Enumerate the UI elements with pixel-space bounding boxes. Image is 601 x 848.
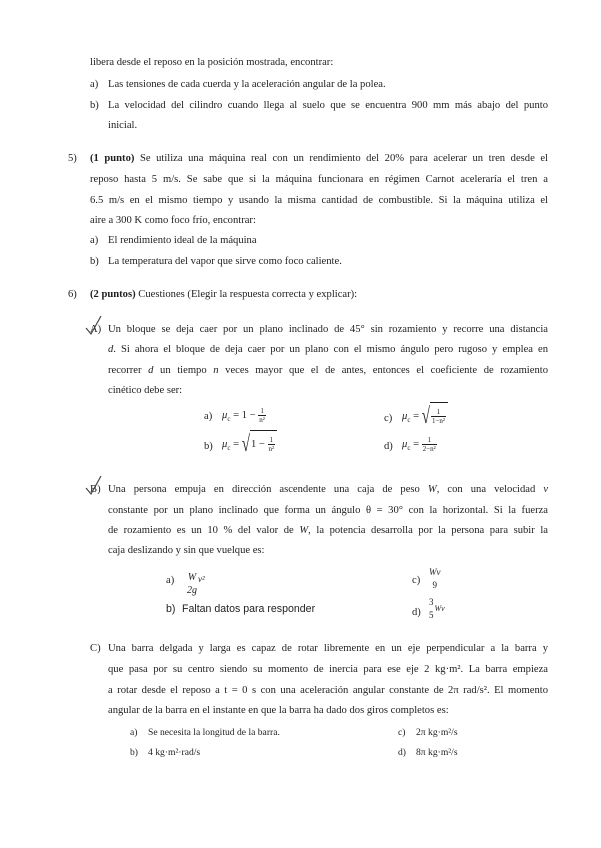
mu-sub: c: [407, 416, 411, 425]
fraction: [258, 407, 266, 424]
q6-C-line3: a rotar desde el reposo a t = 0 s con una aceleración angular constante de 2π rad/s². El momento: [108, 685, 548, 696]
v-squared: v²: [198, 574, 205, 584]
fraction: [268, 436, 276, 453]
q6-A-opt-d-label: d): [384, 441, 393, 452]
q5-a-text: El rendimiento ideal de la máquina: [108, 235, 257, 246]
radicand: [250, 430, 277, 459]
equals: =: [230, 410, 242, 421]
Wv: Wv: [434, 604, 445, 613]
mu-sub: c: [227, 444, 231, 453]
q6-B-label: B): [90, 484, 101, 495]
q6-C-opt-c-label: c): [398, 727, 406, 738]
one: 1: [250, 439, 257, 450]
q6-A-line3-a: recorrer: [108, 365, 149, 376]
var-v: v: [543, 484, 549, 495]
one: 1: [241, 410, 248, 421]
q6-B-opt-c-formula: [428, 562, 442, 596]
q6-title: [90, 288, 357, 302]
q6-A-opt-b-formula: [222, 430, 277, 462]
denominator: 9: [432, 579, 437, 590]
var-W: W: [427, 484, 437, 495]
q6-C-opt-a-label: a): [130, 727, 138, 738]
fraction: [186, 571, 198, 597]
q6-title-text: Cuestiones (Elegir la respuesta correcta y explicar):: [135, 289, 358, 300]
intro-b-text-line2: inicial.: [108, 120, 138, 131]
denominator: n²: [268, 445, 275, 454]
fraction: [431, 408, 446, 425]
minus: −: [247, 410, 259, 421]
var-W: W: [299, 525, 309, 536]
q6-B-opt-a-label: a): [166, 575, 175, 586]
q6-number: 6): [68, 289, 77, 300]
q5-line3: 6.5 m/s en el mismo tiempo y usando la misma cantidad de combustible. Si la máquina utiliza el: [90, 195, 548, 206]
radicand: [430, 402, 448, 431]
q6-B-line2: constante por un plano inclinado que forma un ángulo θ = 30° con la horizontal. Si la fuerza: [108, 505, 548, 516]
q6-B-line4: caja deslizando y sin que vuelque es:: [108, 545, 265, 556]
q6-A-opt-c-formula: [402, 402, 448, 434]
mu-symbol: μ: [222, 410, 228, 421]
q5-b-label: b): [90, 256, 99, 267]
q5-line1-text: Se utiliza una máquina real con un rendimiento del 20% para acelerar un tren desde el: [134, 153, 548, 164]
denominator: 2−n²: [422, 445, 436, 454]
q6-C-opt-c-text: 2π kg·m²/s: [416, 727, 458, 738]
q6-A-line1: Un bloque se deja caer por un plano inclinado de 45° sin rozamiento y recorre una distancia: [108, 324, 548, 335]
mu-symbol: μ: [402, 439, 408, 450]
q6-C-opt-b-text: 4 kg·m²·rad/s: [148, 747, 201, 758]
mu-sub: c: [407, 444, 411, 453]
minus: −: [256, 439, 268, 450]
q6-B-opt-d-label: d): [412, 607, 421, 618]
sqrt: [242, 430, 277, 459]
q5-a-label: a): [90, 235, 99, 246]
denominator: 1−n²: [431, 417, 445, 426]
q5-points: (1 punto): [90, 153, 135, 164]
denominator: 2g: [187, 585, 197, 597]
mu-symbol: μ: [222, 438, 228, 450]
numerator: 1: [422, 436, 437, 445]
denominator: n²: [259, 416, 265, 425]
mu-sub: c: [227, 415, 231, 424]
q5-line4: aire a 300 K como foco frío, encontrar:: [90, 215, 256, 226]
q6-C-label: C): [90, 643, 101, 654]
q6-C-opt-b-label: b): [130, 747, 138, 758]
q6-B-line1-a: Una persona empuja en dirección ascendente una caja de peso: [108, 484, 428, 495]
q6-C-line4: angular de la barra en el instante en que la barra ha dado dos giros completos es:: [108, 705, 449, 716]
q6-B-line3-b: , la potencia desarrolla por la persona para subir la: [308, 525, 548, 536]
numerator: 1: [268, 436, 276, 445]
q5-number: 5): [68, 153, 77, 164]
var-n: n: [213, 365, 219, 376]
intro-a-label: a): [90, 79, 99, 90]
sqrt-icon: √: [421, 404, 430, 429]
fraction: [422, 436, 437, 453]
q6-A-line3: [108, 364, 548, 378]
q5-line2: reposo hasta 5 m/s. Se sabe que si la máquina funcionara en régimen Carnot aceleraría el tren a: [90, 174, 548, 185]
q6-B-opt-c-label: c): [412, 575, 421, 586]
var-d: d: [108, 344, 114, 355]
q6-B-opt-b-label: b): [166, 603, 176, 615]
q6-A-opt-a-label: a): [204, 411, 213, 422]
q6-C-opt-a-text: Se necesita la longitud de la barra.: [148, 727, 280, 738]
q6-B-line1: [108, 483, 548, 497]
numerator: 1: [258, 407, 266, 416]
denominator: 5: [429, 609, 434, 620]
equals: =: [410, 439, 422, 450]
numerator: W: [187, 572, 197, 584]
q6-A-opt-d-formula: [402, 432, 437, 461]
intro-a-text: Las tensiones de cada cuerda y la aceleración angular de la polea.: [108, 79, 386, 90]
q6-B-line3-a: de rozamiento es un 10 % del valor de: [108, 525, 300, 536]
q6-A-line3-b: un tiempo: [153, 365, 214, 376]
q6-A-opt-c-label: c): [384, 413, 393, 424]
q6-C-opt-d-label: d): [398, 747, 406, 758]
intro-b-text-line1: La velocidad del cilindro cuando llega al suelo que se encuentra 900 mm más abajo del punto: [108, 100, 548, 111]
q6-C-line2: que pasa por su centro siendo su momento de inercia para ese eje 2 kg·m². La barra empieza: [108, 664, 548, 675]
numerator: 3: [429, 596, 434, 607]
fraction: [428, 566, 442, 592]
q6-B-line3: [108, 524, 548, 538]
q6-A-opt-b-label: b): [204, 441, 213, 452]
var-d: d: [148, 365, 154, 376]
q6-B-line1-b: , con una velocidad: [436, 484, 544, 495]
mu-symbol: μ: [402, 410, 408, 422]
q6-points: (2 puntos): [90, 289, 136, 300]
sqrt-icon: √: [241, 432, 250, 457]
intro-b-label: b): [90, 100, 99, 111]
q6-B-opt-d-formula: [428, 592, 445, 626]
q6-A-line3-c: veces mayor que el de antes, entonces el coeficiente de rozamiento: [218, 365, 548, 376]
equals: =: [410, 410, 422, 422]
q6-A-line2-text: . Si ahora el bloque de deja caer por un plano con el mismo ángulo pero rugoso y emplea en: [113, 344, 548, 355]
q5-b-text: La temperatura del vapor que sirve como foco caliente.: [108, 256, 342, 267]
q6-A-label: A): [90, 324, 102, 335]
q6-A-line2: [108, 343, 548, 357]
q6-A-line4: cinético debe ser:: [108, 385, 183, 396]
q5-line1: [90, 152, 548, 166]
numerator: 1: [431, 408, 446, 417]
equals: =: [230, 438, 242, 450]
sqrt: [422, 402, 448, 431]
q6-C-opt-d-text: 8π kg·m²/s: [416, 747, 458, 758]
q6-C-line1: Una barra delgada y larga es capaz de rotar libremente en un eje perpendicular a la barra y: [108, 643, 548, 654]
intro-line: libera desde el reposo en la posición mostrada, encontrar:: [90, 57, 334, 68]
q6-B-opt-a-formula: [186, 562, 205, 602]
q6-B-opt-b-text: Faltan datos para responder: [182, 603, 316, 615]
numerator: Wv: [429, 566, 441, 577]
